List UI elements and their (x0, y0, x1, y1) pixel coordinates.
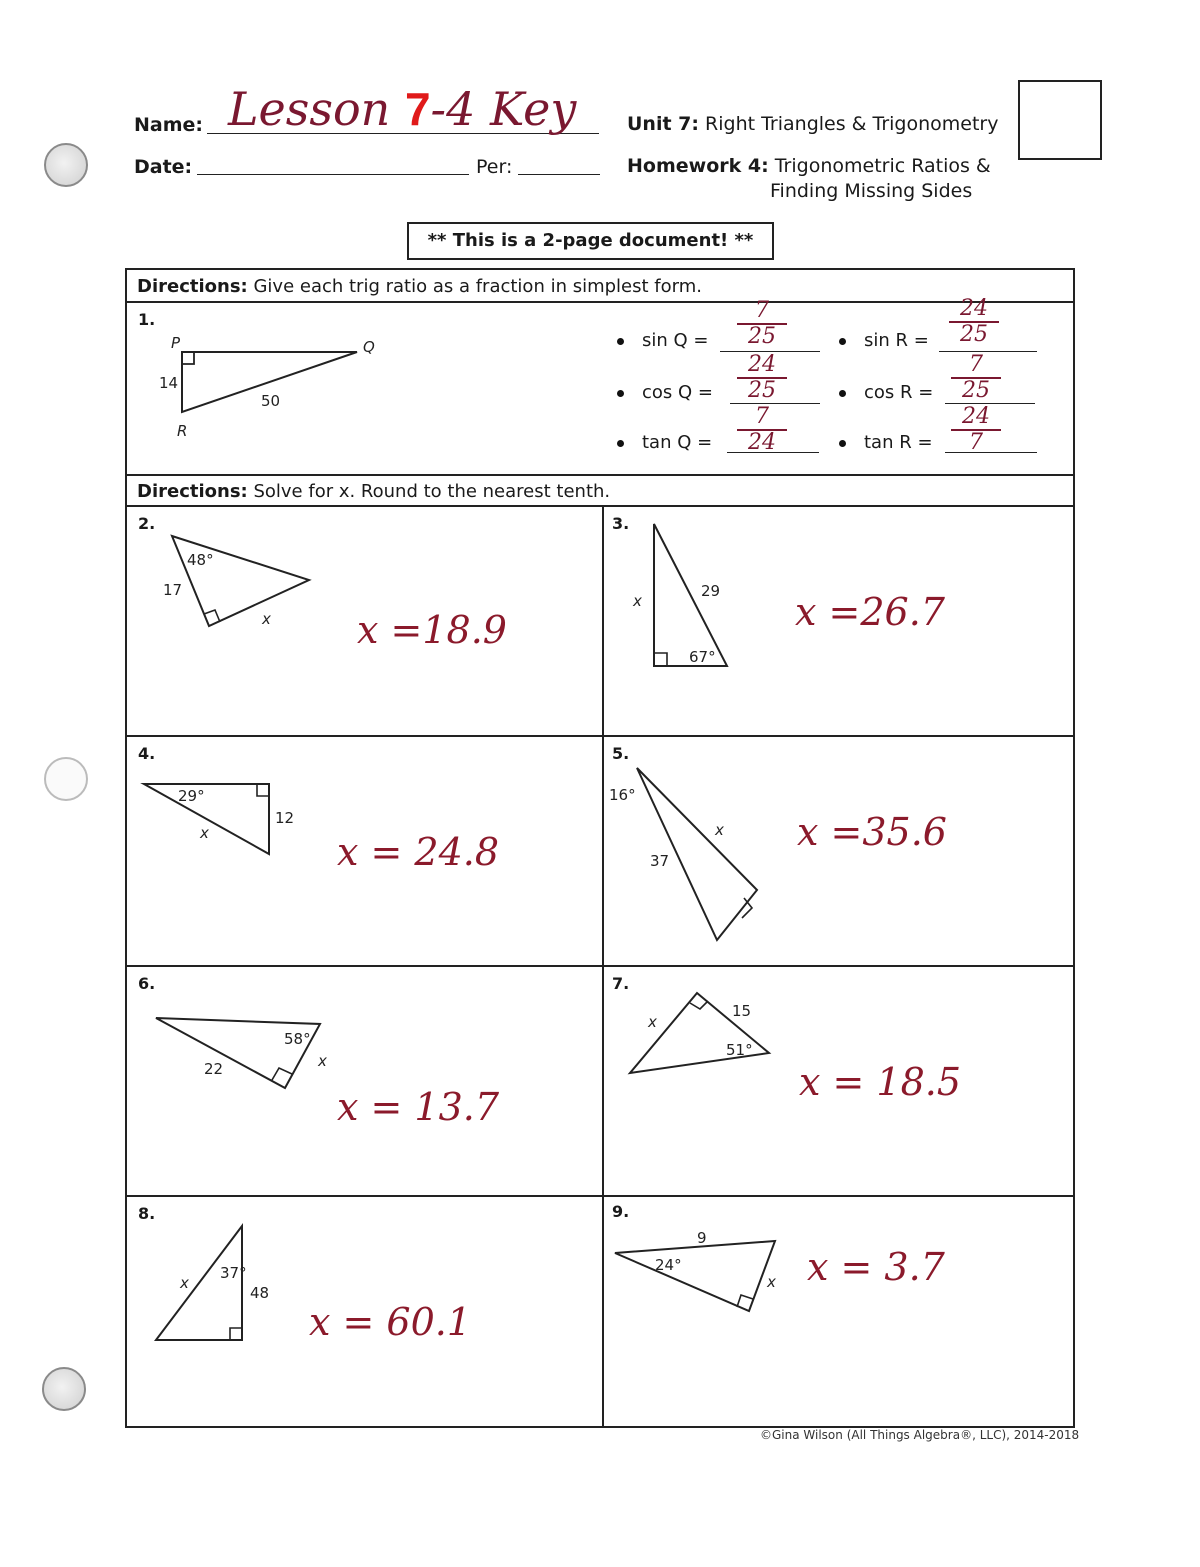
svg-text:29°: 29° (178, 787, 205, 805)
svg-text:x: x (200, 824, 209, 842)
problem-5-answer: x =35.6 (797, 810, 947, 854)
date-line (197, 153, 469, 175)
problem-7-triangle (622, 985, 792, 1085)
problem-8-number: 8. (138, 1204, 156, 1223)
ratio-tan-r-answer: 24 7 (941, 406, 1011, 454)
svg-text:x: x (715, 821, 724, 839)
problem-9-answer: x = 3.7 (807, 1245, 945, 1289)
two-page-notice: ** This is a 2-page document! ** (407, 222, 774, 260)
ratio-tan-q-answer: 7 24 (727, 406, 797, 454)
svg-text:51°: 51° (726, 1041, 753, 1059)
problem-4-number: 4. (138, 744, 156, 763)
unit-heading: Unit 7: Right Triangles & Trigonometry (627, 113, 999, 135)
divider-directions-2 (127, 505, 1073, 507)
svg-text:58°: 58° (284, 1030, 311, 1048)
svg-text:29: 29 (701, 582, 721, 600)
ratio-tan-r: tan R = (839, 432, 933, 453)
svg-text:x: x (648, 1013, 657, 1031)
date-label: Date: (134, 156, 193, 178)
problem-7-answer: x = 18.5 (799, 1060, 962, 1104)
problem-8-triangle (152, 1220, 312, 1350)
homework-heading-line2: Finding Missing Sides (770, 180, 973, 202)
svg-text:37: 37 (650, 852, 670, 870)
problem-6-answer: x = 13.7 (337, 1085, 500, 1129)
problem-1-number: 1. (138, 310, 156, 329)
binder-hole-bottom (42, 1367, 86, 1411)
svg-text:9: 9 (697, 1229, 707, 1247)
row-divider-1 (127, 735, 1073, 737)
vertex-r: R (177, 422, 188, 440)
name-label: Name: (134, 114, 204, 136)
score-box (1018, 80, 1102, 160)
problem-4-triangle (142, 778, 332, 868)
worksheet-frame (125, 268, 1075, 1428)
problem-1-triangle (157, 330, 387, 450)
ratio-cos-q-answer: 24 25 (727, 354, 797, 402)
problem-6-triangle (152, 1010, 352, 1100)
directions-2: Directions: Solve for x. Round to the nearest tenth. (137, 481, 611, 502)
problem-3-number: 3. (612, 514, 630, 533)
ratio-cos-q: cos Q = (617, 382, 713, 403)
problem-3-triangle (627, 520, 777, 670)
divider-section-2 (127, 474, 1073, 476)
homework-heading: Homework 4: Trigonometric Ratios & (627, 155, 991, 177)
name-value: Lesson 7-4 Key (228, 82, 577, 136)
binder-hole-top (44, 143, 88, 187)
problem-6-number: 6. (138, 974, 156, 993)
svg-text:16°: 16° (609, 786, 636, 804)
problem-2-answer: x =18.9 (357, 608, 507, 652)
problem-2-triangle (157, 530, 327, 640)
problem-9-number: 9. (612, 1202, 630, 1221)
svg-text:12: 12 (275, 809, 295, 827)
problem-4-answer: x = 24.8 (337, 830, 500, 874)
vertex-q: Q (363, 338, 375, 356)
svg-text:x: x (318, 1052, 327, 1070)
period-line (518, 153, 600, 175)
ratio-cos-r-answer: 7 25 (941, 354, 1011, 402)
svg-text:17: 17 (163, 581, 183, 599)
svg-text:37°: 37° (220, 1264, 247, 1282)
divider-directions-1 (127, 301, 1073, 303)
side-pr: 14 (159, 374, 179, 392)
svg-text:22: 22 (204, 1060, 224, 1078)
ratio-sin-r-answer: 24 25 (939, 298, 1009, 346)
row-divider-2 (127, 965, 1073, 967)
problem-9-triangle (607, 1225, 787, 1325)
ratio-sin-q-answer: 7 25 (727, 300, 797, 348)
binder-hole-middle (44, 757, 88, 801)
svg-text:24°: 24° (655, 1256, 682, 1274)
ratio-tan-q: tan Q = (617, 432, 712, 453)
problem-5-number: 5. (612, 744, 630, 763)
svg-text:48°: 48° (187, 551, 214, 569)
vertex-p: P (171, 334, 181, 352)
svg-text:x: x (633, 592, 642, 610)
problem-2-number: 2. (138, 514, 156, 533)
svg-text:x: x (767, 1273, 776, 1291)
problem-7-number: 7. (612, 974, 630, 993)
svg-text:x: x (180, 1274, 189, 1292)
ratio-sin-r: sin R = (839, 330, 929, 351)
period-label: Per: (476, 156, 513, 178)
svg-text:x: x (262, 610, 271, 628)
directions-1: Directions: Give each trig ratio as a fraction in simplest form. (137, 276, 702, 297)
problem-3-answer: x =26.7 (795, 590, 945, 634)
row-divider-3 (127, 1195, 1073, 1197)
side-rq: 50 (261, 392, 281, 410)
svg-text:48: 48 (250, 1284, 270, 1302)
svg-text:67°: 67° (689, 648, 716, 666)
problem-5-triangle (607, 760, 787, 950)
copyright-footer: ©Gina Wilson (All Things Algebra®, LLC), 2014-2018 (760, 1428, 1080, 1442)
svg-text:15: 15 (732, 1002, 752, 1020)
problem-8-answer: x = 60.1 (309, 1300, 472, 1344)
ratio-cos-r: cos R = (839, 382, 933, 403)
ratio-sin-q: sin Q = (617, 330, 708, 351)
